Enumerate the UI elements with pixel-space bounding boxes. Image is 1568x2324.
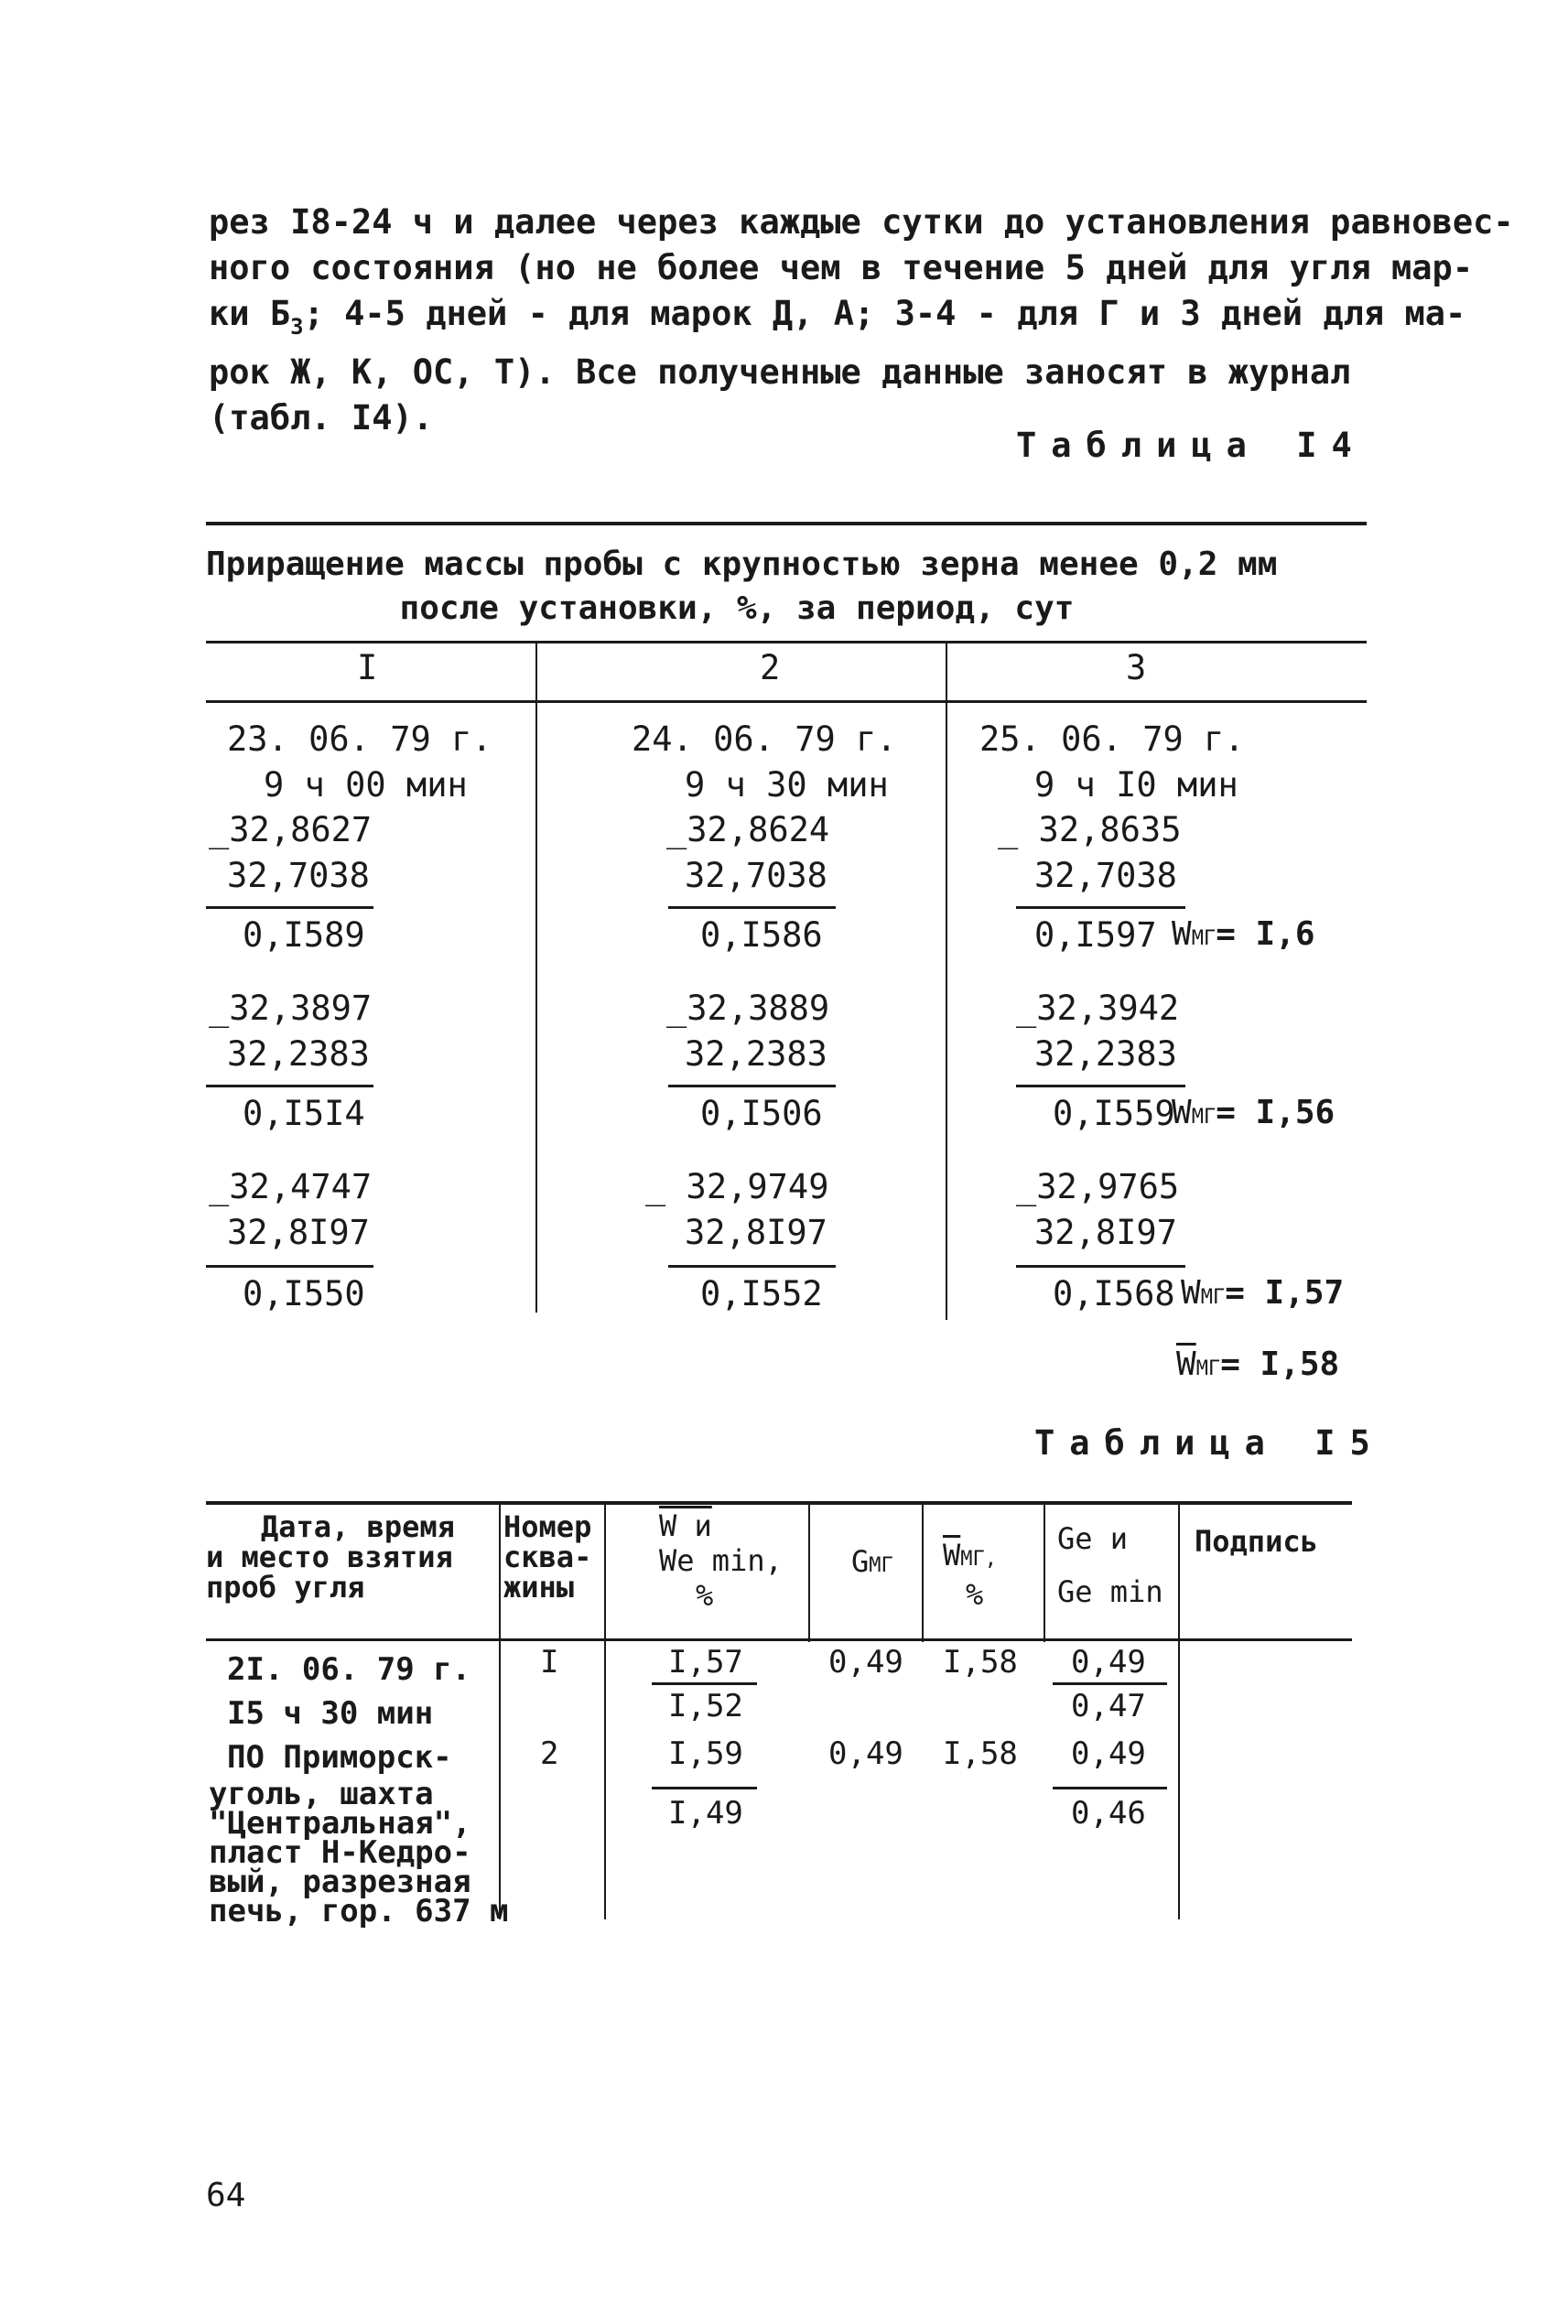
t15-body-w-1: I,57: [668, 1644, 743, 1681]
t14-c2-g1-diff: 0,I586: [700, 915, 823, 955]
table14-header-line1: Приращение массы пробы с крупностью зерна менее 0,2 мм: [206, 546, 1278, 583]
t14-c3-date: 25. 06. 79 г.: [979, 719, 1245, 759]
t14-c1-time: 9 ч 00 мин: [264, 765, 468, 805]
t15-vline-3: [808, 1503, 810, 1642]
paragraph-line-5: (табл. I4).: [209, 398, 434, 438]
t15-body-w-4: I,49: [668, 1795, 743, 1832]
t14-c2-g3-rule: [668, 1265, 836, 1268]
t14-c2-g2-rule: [668, 1085, 836, 1087]
t14-c3-g3-minuend: _32,9765: [1016, 1167, 1180, 1206]
table14-vline-2: [946, 643, 947, 1320]
t14-c3-g3-subtrahend: 32,8I97: [1034, 1213, 1177, 1252]
t15-header-well: Номер сква- жины: [503, 1509, 592, 1605]
t15-body-wmr-1: I,58: [943, 1644, 1018, 1681]
page-number: 64: [206, 2177, 246, 2214]
t15-body-well-1: I: [540, 1644, 559, 1681]
t15-w-rule-1: [652, 1682, 757, 1685]
t14-c2-g2-subtrahend: 32,2383: [685, 1034, 827, 1074]
paragraph-line-2: ного состояния (но не более чем в течение 5 дней для угля мар-: [209, 248, 1474, 287]
table14-caption: Таблица I4: [1016, 426, 1367, 465]
t14-c3-g2-wmr: WМГ= I,56: [1172, 1094, 1336, 1131]
table15-caption: Таблица I5: [1034, 1423, 1385, 1463]
t15-header-wmr: $\overline{W}МГ$, %: [943, 1538, 998, 1612]
t14-c2-g1-rule: [668, 906, 836, 909]
t14-c1-g1-rule: [206, 906, 373, 909]
t15-header-ge: Ge и Ge min: [1057, 1521, 1163, 1609]
t14-c1-g2-subtrahend: 32,2383: [227, 1034, 370, 1074]
t14-c1-g1-subtrahend: 32,7038: [227, 856, 370, 895]
t14-c3-g1-diff: 0,I597: [1034, 915, 1157, 955]
t15-vline-2: [604, 1503, 606, 1919]
t14-c2-g1-minuend: _32,8624: [666, 810, 830, 849]
t15-body-ge-2: 0,47: [1071, 1688, 1146, 1724]
t14-c3-g2-rule: [1016, 1085, 1185, 1087]
t14-c2-g3-subtrahend: 32,8I97: [685, 1213, 827, 1252]
t14-c3-g1-wmr: WМГ= I,6: [1172, 915, 1315, 953]
t14-c1-g2-diff: 0,I5I4: [243, 1094, 365, 1133]
table14-colnum-2: 2: [760, 648, 781, 687]
t14-c2-g2-diff: 0,I506: [700, 1094, 823, 1133]
t14-c3-g2-subtrahend: 32,2383: [1034, 1034, 1177, 1074]
t15-body-date-place: 2I. 06. 79 г. I5 ч 30 мин ПО Приморск- уголь, шахта "Центральная", пласт Н-Кедро- вый, разрезная печь, гор. 637 м: [209, 1651, 509, 1929]
table15-header-rule: [206, 1638, 1352, 1641]
t14-c3-g3-diff: 0,I568: [1053, 1274, 1175, 1313]
t14-c1-g3-minuend: _32,4747: [209, 1167, 373, 1206]
t14-c2-time: 9 ч 30 мин: [685, 765, 889, 805]
t14-c2-g3-diff: 0,I552: [700, 1274, 823, 1313]
t15-body-ge-4: 0,46: [1071, 1795, 1146, 1832]
t15-ge-rule-2: [1053, 1787, 1167, 1789]
table14-header-rule: [206, 641, 1367, 643]
t14-c2-date: 24. 06. 79 г.: [632, 719, 897, 759]
t15-body-w-2: I,52: [668, 1688, 743, 1724]
paragraph-line-3: ки $Б_3$; 4-5 дней - для марок Д, А; 3-4 - для Г и 3 дней для ма-: [209, 294, 1466, 340]
paragraph-line-4: рок Ж, К, ОС, Т). Все полученные данные заносят в журнал: [209, 352, 1351, 392]
t14-c3-time: 9 ч I0 мин: [1034, 765, 1238, 805]
t15-header-w: W и We min, %: [659, 1508, 783, 1613]
t14-c3-g3-wmr: WМГ= I,57: [1181, 1274, 1345, 1312]
table14-colnum-1: I: [357, 648, 378, 687]
t15-body-w-3: I,59: [668, 1735, 743, 1772]
t14-c3-g3-rule: [1016, 1265, 1185, 1268]
t14-c2-g2-minuend: _32,3889: [666, 989, 830, 1028]
table14-top-rule: [206, 522, 1367, 525]
t15-vline-6: [1178, 1503, 1180, 1919]
t15-body-ge-1: 0,49: [1071, 1644, 1146, 1681]
t14-c3-g1-subtrahend: 32,7038: [1034, 856, 1177, 895]
table14-header-line2: после установки, %, за период, сут: [399, 589, 1075, 627]
paragraph-line-1: рез I8-24 ч и далее через каждые сутки до установления равновес-: [209, 202, 1514, 242]
t15-header-date: Дата, время и место взятия проб угля: [206, 1509, 455, 1605]
t15-body-wmr-2: I,58: [943, 1735, 1018, 1772]
t15-w-rule-2: [652, 1787, 757, 1789]
t15-body-g-1: 0,49: [828, 1644, 903, 1681]
table14-colnum-rule: [206, 700, 1367, 703]
t14-c1-g3-rule: [206, 1265, 373, 1268]
t15-vline-4: [922, 1503, 924, 1642]
t15-body-ge-3: 0,49: [1071, 1735, 1146, 1772]
t14-c2-g1-subtrahend: 32,7038: [685, 856, 827, 895]
t14-c3-g2-minuend: _32,3942: [1016, 989, 1180, 1028]
t14-c3-g1-minuend: _ 32,8635: [998, 810, 1182, 849]
table15-top-rule: [206, 1501, 1352, 1505]
table14-vline-1: [535, 643, 537, 1313]
t15-body-g-2: 0,49: [828, 1735, 903, 1772]
t14-c1-g3-subtrahend: 32,8I97: [227, 1213, 370, 1252]
t15-body-well-2: 2: [540, 1735, 559, 1772]
t15-vline-5: [1044, 1503, 1045, 1642]
t14-c3-g1-rule: [1016, 906, 1185, 909]
t14-c1-g2-rule: [206, 1085, 373, 1087]
t15-header-sign: Подпись: [1195, 1524, 1318, 1559]
t14-c1-g2-minuend: _32,3897: [209, 989, 373, 1028]
t14-c3-g2-diff: 0,I559: [1053, 1094, 1175, 1133]
t14-c1-g1-minuend: _32,8627: [209, 810, 373, 849]
t14-c1-g1-diff: 0,I589: [243, 915, 365, 955]
body-paragraph: [209, 200, 1514, 441]
t15-ge-rule-1: [1053, 1682, 1167, 1685]
t15-header-g: GМГ: [851, 1544, 893, 1579]
t14-c1-date: 23. 06. 79 г.: [227, 719, 492, 759]
table14-colnum-3: 3: [1126, 648, 1147, 687]
table14-mean-wmr: $\overline{W}МГ= I,58$: [1176, 1346, 1340, 1383]
t14-c1-g3-diff: 0,I550: [243, 1274, 365, 1313]
t14-c2-g3-minuend: _ 32,9749: [645, 1167, 829, 1206]
